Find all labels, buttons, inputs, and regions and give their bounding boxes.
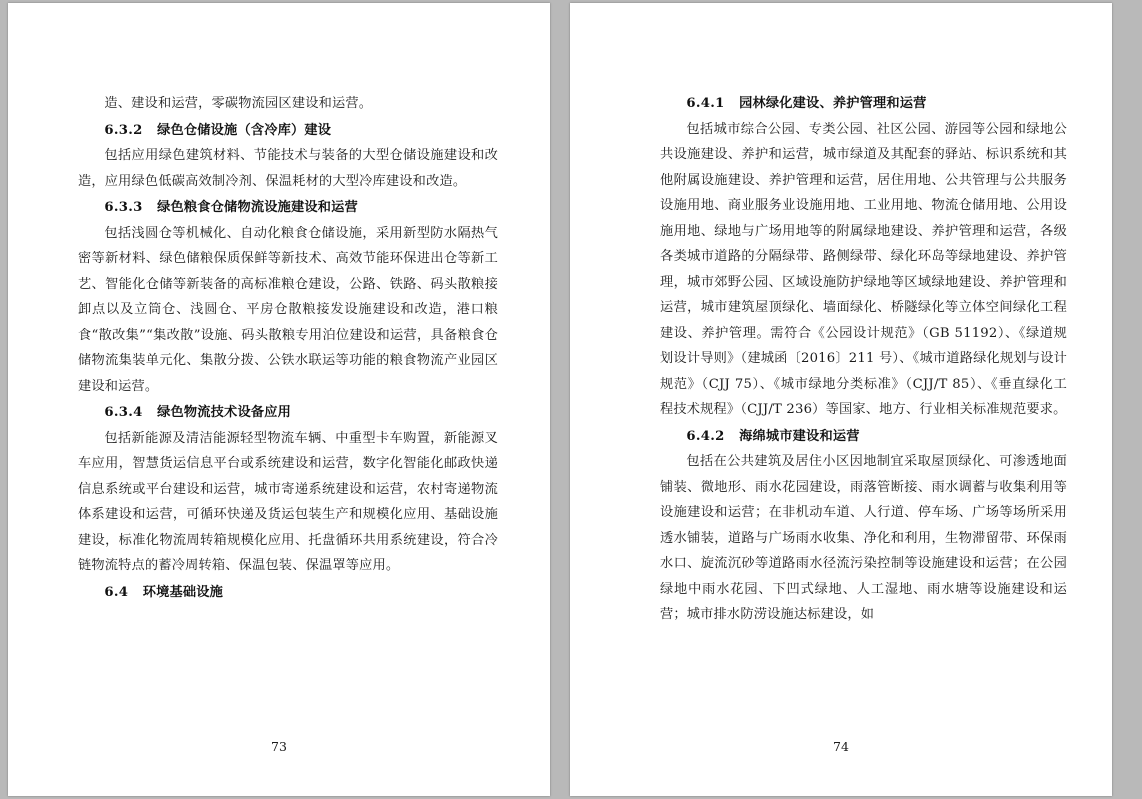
section-number: 6.4.2 (686, 428, 725, 444)
paragraph: 包括新能源及清洁能源轻型物流车辆、中重型卡车购置，新能源叉车应用，智慧货运信息平台或系统建设和运营，数字化智能化邮政快递信息系统或平台建设和运营，城市寄递系统建设和运营，农村寄递物流体系建设和运营，可循环快递及货运包装生产和规模化应用、基础设施建设，标准化物流周转箱规模化应用、托盘循环共用系统建设，符合冷链物流特点的蓄冷周转箱、保温包装、保温罩等应用。 (78, 430, 498, 573)
section-number: 6.4.1 (686, 96, 725, 111)
page-left-content (78, 91, 498, 726)
paragraph: 包括城市综合公园、专类公园、社区公园、游园等公园和绿地公共设施建设、养护和运营，城市绿道及其配套的驿站、标识系统和其他附属设施建设、养护管理和运营，居住用地、公共管理与公共服务设施用地、商业服务业设施用地、工业用地、物流仓储用地、公用设施用地、绿地与广场用地等的附属绿地建设、养护管理和运营，各级各类城市道路的分隔绿带、路侧绿带、绿化环岛等绿地建设、养护管理，城市郊野公园、区域设施防护绿地等区域绿地建设、养护管理和运营，城市建筑屋顶绿化、墙面绿化、桥隧绿化等立体空间绿化工程建设、养护管理。需符合《公园设计规范》（GB 51192）、《绿道规划设计导则》（建城函〔2016〕211 号）、《城市道路绿化规划与设计规范》（CJJ 75）、《城市绿地分类标准》（CJJ/T 85）、《垂直绿化工程技术规程》（CJJ/T 236）等国家、地方、行业相关标准规范要求。 (660, 121, 1067, 417)
paragraph: 造、建设和运营，零碳物流园区建设和运营。 (104, 96, 373, 111)
paragraph: 包括应用绿色建筑材料、节能技术与装备的大型仓储设施建设和改造，应用绿色低碳高效制冷剂、保温耗材的大型冷库建设和改造。 (78, 148, 498, 189)
section-title: 绿色仓储设施（含冷库）建设 (157, 122, 332, 138)
paragraph: 包括在公共建筑及居住小区因地制宜采取屋顶绿化、可渗透地面铺装、微地形、雨水花园建设，雨落管断接、雨水调蓄与收集利用等设施建设和运营；在非机动车道、人行道、停车场、广场等场所采用透水铺装，道路与广场雨水收集、净化和利用，生物滞留带、环保雨水口、旋流沉砂等道路雨水径流污染控制等设施建设和运营；在公园绿地中雨水花园、下凹式绿地、人工湿地、雨水塘等设施建设和运营；城市排水防涝设施达标建设，如 (660, 454, 1067, 622)
paragraph: 包括浅圆仓等机械化、自动化粮食仓储设施，采用新型防水隔热气密等新材料、绿色储粮保质保鲜等新技术、高效节能环保进出仓等新工艺、智能化仓储等新装备的高标准粮仓建设，公路、铁路、码头散粮接卸点以及立筒仓、浅圆仓、平房仓散粮接发设施建设和改造，港口粮食“散改集”“集改散”设施、码头散粮专用泊位建设和运营，具备粮食仓储物流集装单元化、集散分拨、公铁水联运等功能的粮食物流产业园区建设和运营。 (78, 225, 498, 394)
document-page-left (8, 3, 550, 796)
section-number: 6.4 (104, 584, 129, 600)
section-heading (660, 91, 1067, 117)
section-title: 园林绿化建设、养护管理和运营 (739, 96, 927, 111)
section-number: 6.3.4 (104, 405, 143, 420)
section-heading (78, 400, 498, 426)
section-heading (78, 195, 498, 221)
page-right-content (660, 91, 1067, 726)
section-title: 绿色粮食仓储物流设施建设和运营 (157, 200, 358, 215)
section-title: 海绵城市建设和运营 (739, 428, 860, 444)
document-page-right (570, 3, 1112, 796)
section-heading (78, 580, 498, 606)
page-number: 74 (833, 739, 849, 754)
section-heading (78, 118, 498, 144)
section-number: 6.3.2 (104, 122, 143, 138)
page-number: 73 (271, 739, 287, 754)
section-title: 绿色物流技术设备应用 (157, 405, 291, 420)
section-number: 6.3.3 (104, 200, 143, 215)
section-title: 环境基础设施 (142, 584, 224, 600)
section-heading (660, 424, 1067, 450)
